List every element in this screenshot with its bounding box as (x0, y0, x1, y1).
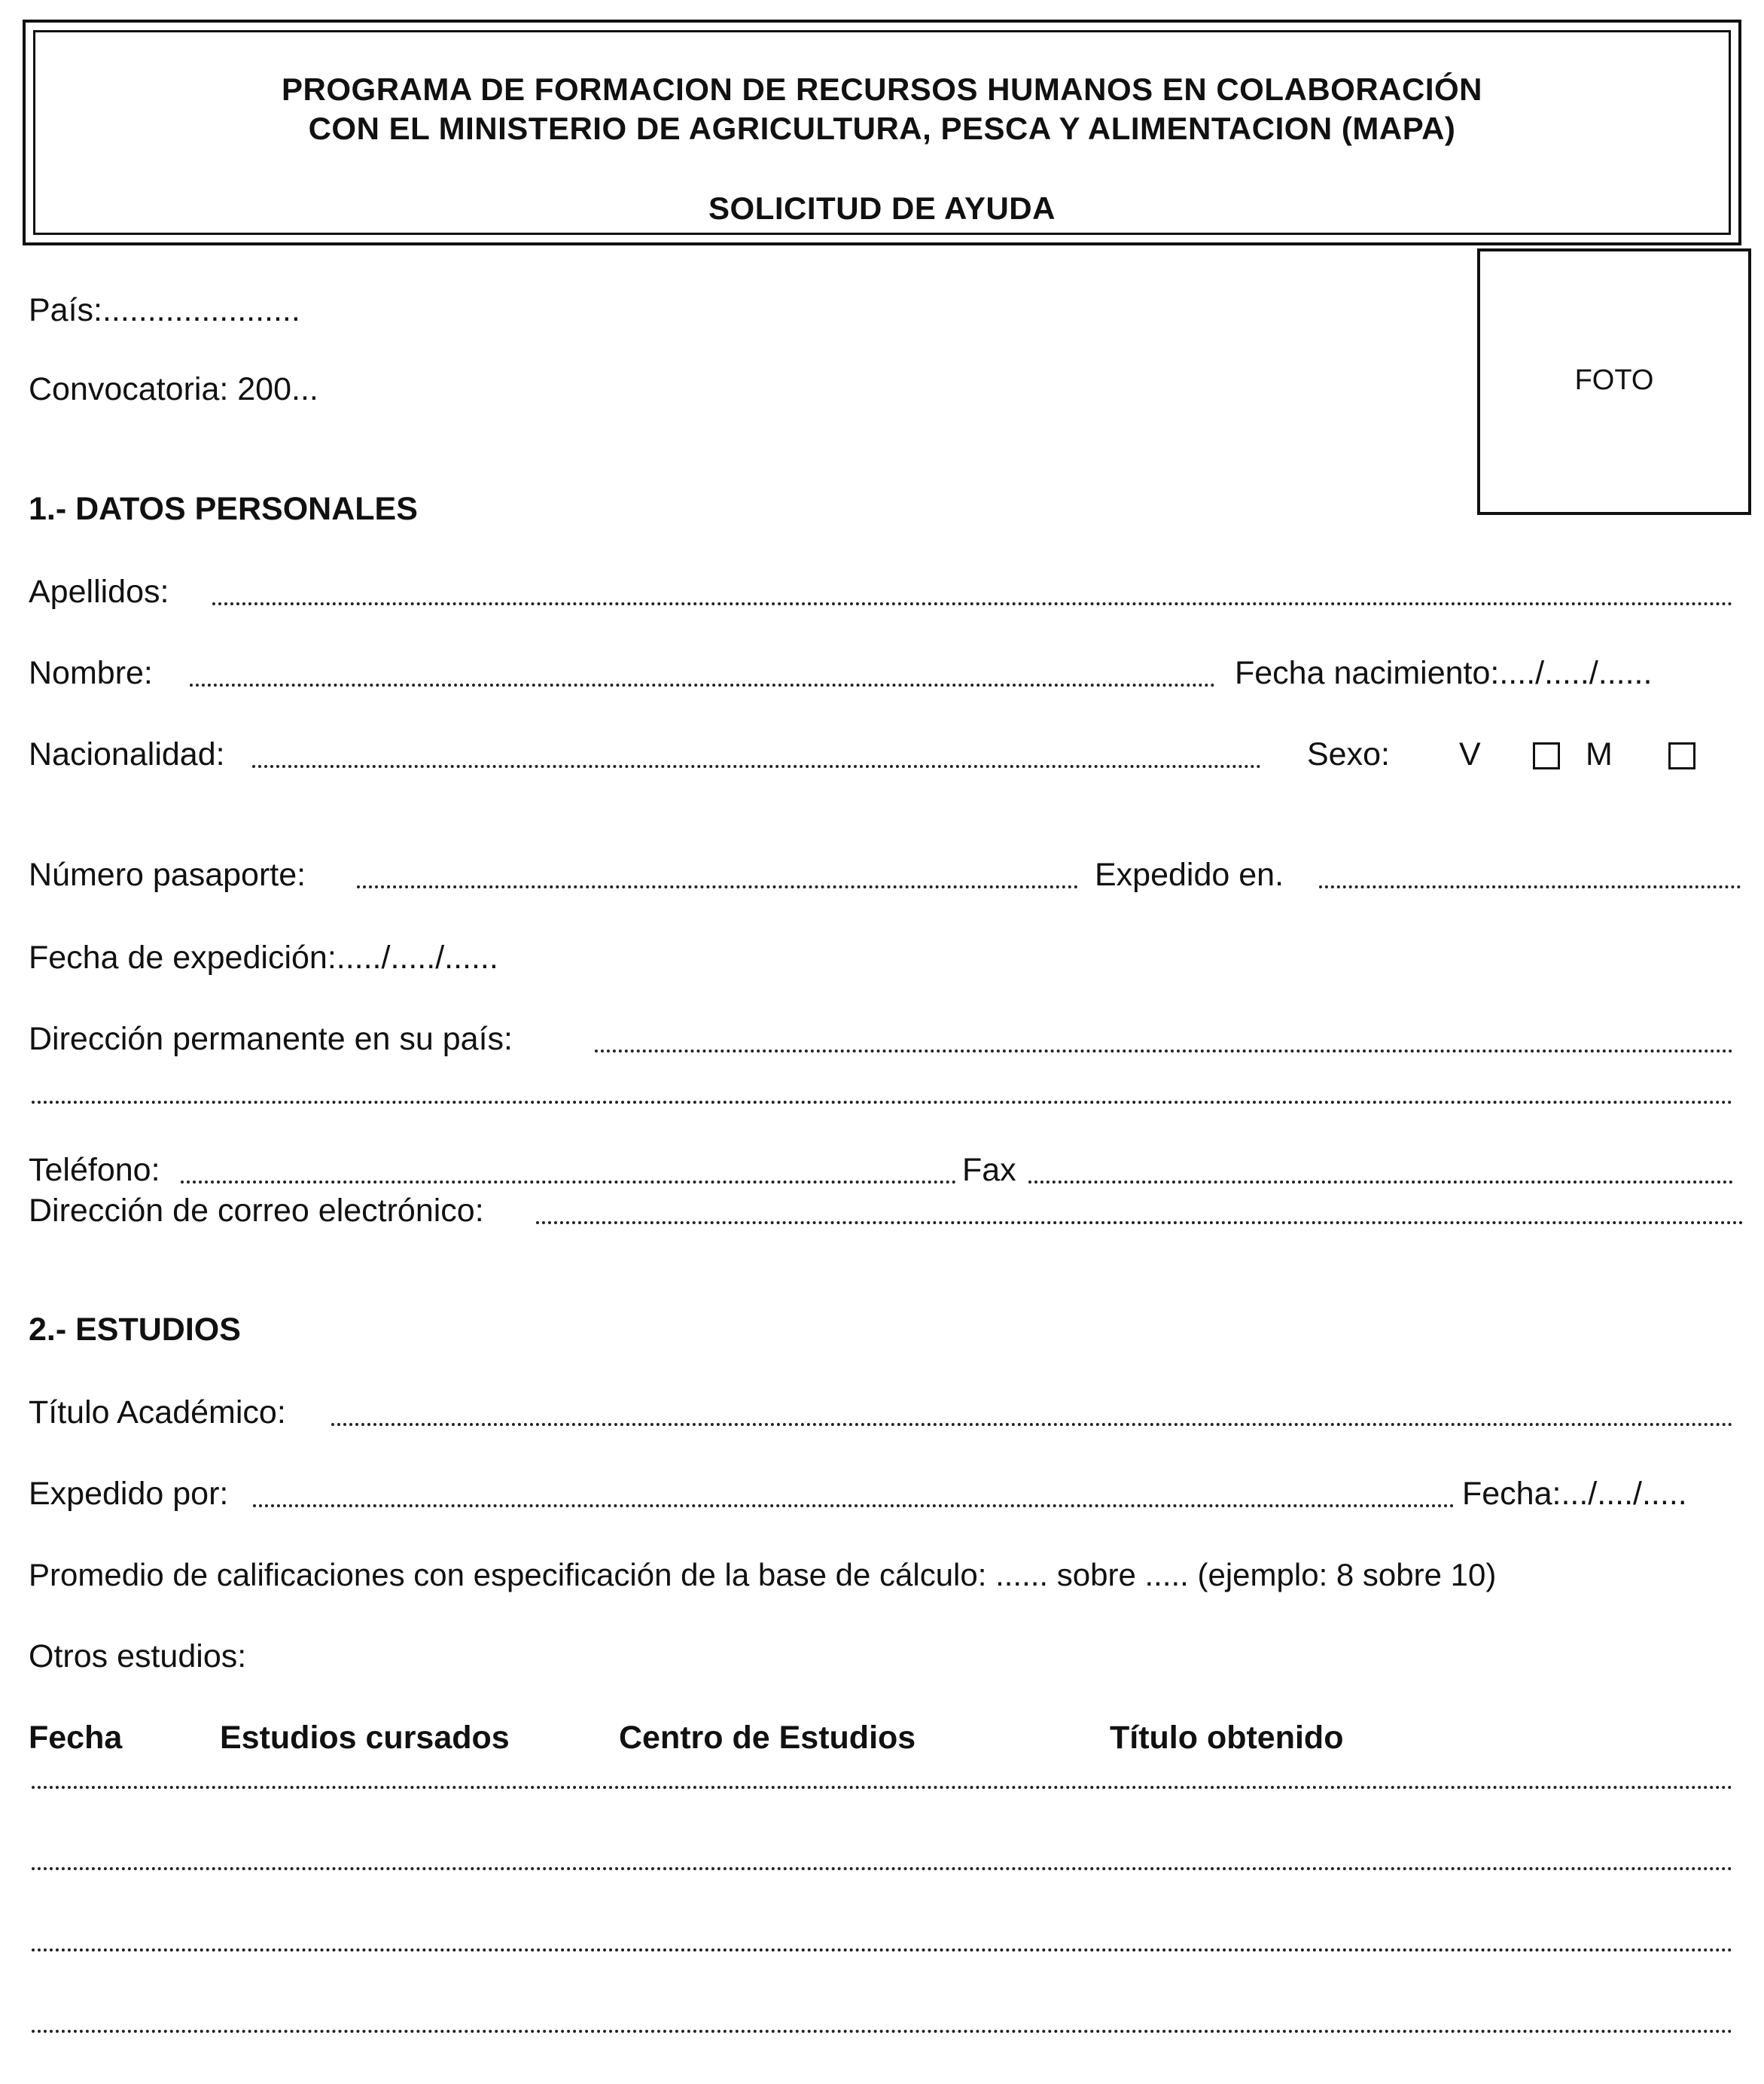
titulo-academico-input-line[interactable] (331, 1423, 1733, 1426)
table-header-titulo: Título obtenido (1110, 1720, 1344, 1756)
numero-pasaporte-input-line[interactable] (357, 885, 1078, 888)
expedido-en-input-line[interactable] (1319, 885, 1741, 888)
fax-input-line[interactable] (1028, 1181, 1733, 1184)
nombre-label: Nombre: (29, 655, 153, 691)
otros-estudios-row-2[interactable] (32, 1867, 1733, 1870)
nombre-input-line[interactable] (190, 684, 1215, 687)
program-title-line2: CON EL MINISTERIO DE AGRICULTURA, PESCA Y ALIMENTACION (MAPA) (308, 111, 1456, 146)
expedido-por-label: Expedido por: (29, 1476, 229, 1512)
fecha-expedicion-field[interactable]: Fecha de expedición:...../...../...... (29, 940, 498, 976)
header-inner-border (33, 30, 1731, 235)
sexo-v-checkbox[interactable] (1533, 742, 1560, 769)
otros-estudios-label: Otros estudios: (29, 1638, 247, 1674)
telefono-input-line[interactable] (181, 1181, 956, 1184)
expedido-por-input-line[interactable] (253, 1504, 1455, 1507)
direccion-permanente-label: Dirección permanente en su país: (29, 1021, 513, 1057)
otros-estudios-row-1[interactable] (32, 1786, 1733, 1789)
telefono-label: Teléfono: (29, 1152, 160, 1188)
sexo-m-label: M (1586, 736, 1613, 772)
program-title-line1: PROGRAMA DE FORMACION DE RECURSOS HUMANOS EN COLABORACIÓN (282, 72, 1482, 107)
section2-heading: 2.- ESTUDIOS (29, 1312, 241, 1348)
fecha-nacimiento-field[interactable]: Fecha nacimiento:..../...../...... (1235, 655, 1653, 691)
section1-heading: 1.- DATOS PERSONALES (29, 491, 418, 527)
apellidos-input-line[interactable] (212, 602, 1733, 605)
convocatoria-field[interactable]: Convocatoria: 200... (29, 371, 318, 407)
table-header-fecha: Fecha (29, 1720, 123, 1756)
otros-estudios-row-4[interactable] (32, 2030, 1733, 2033)
sexo-label: Sexo: (1307, 736, 1390, 772)
fecha-titulo-field[interactable]: Fecha:.../..../..... (1462, 1476, 1687, 1512)
otros-estudios-row-3[interactable] (32, 1948, 1733, 1951)
pais-field[interactable]: País:...................... (29, 292, 300, 328)
header-box (23, 20, 1741, 245)
numero-pasaporte-label: Número pasaporte: (29, 857, 306, 893)
direccion-input-line-1[interactable] (595, 1050, 1733, 1053)
titulo-academico-label: Título Académico: (29, 1394, 286, 1430)
nacionalidad-label: Nacionalidad: (29, 736, 225, 772)
correo-input-line[interactable] (536, 1221, 1744, 1224)
direccion-input-line-2[interactable] (32, 1101, 1733, 1104)
apellidos-label: Apellidos: (29, 574, 169, 610)
nacionalidad-input-line[interactable] (252, 765, 1261, 768)
photo-box[interactable] (1477, 248, 1751, 515)
table-header-estudios: Estudios cursados (220, 1720, 510, 1756)
sexo-v-label: V (1459, 736, 1481, 772)
correo-label: Dirección de correo electrónico: (29, 1193, 484, 1229)
expedido-en-label: Expedido en. (1095, 857, 1284, 893)
table-header-centro: Centro de Estudios (619, 1720, 916, 1756)
photo-label: FOTO (1574, 364, 1654, 396)
sexo-m-checkbox[interactable] (1668, 742, 1695, 769)
promedio-field[interactable]: Promedio de calificaciones con especificación de la base de cálculo: ...... sobre ..... (ejemplo: 8 sobre 10) (29, 1557, 1497, 1592)
fax-label: Fax (962, 1152, 1016, 1188)
form-subtitle: SOLICITUD DE AYUDA (708, 190, 1056, 226)
